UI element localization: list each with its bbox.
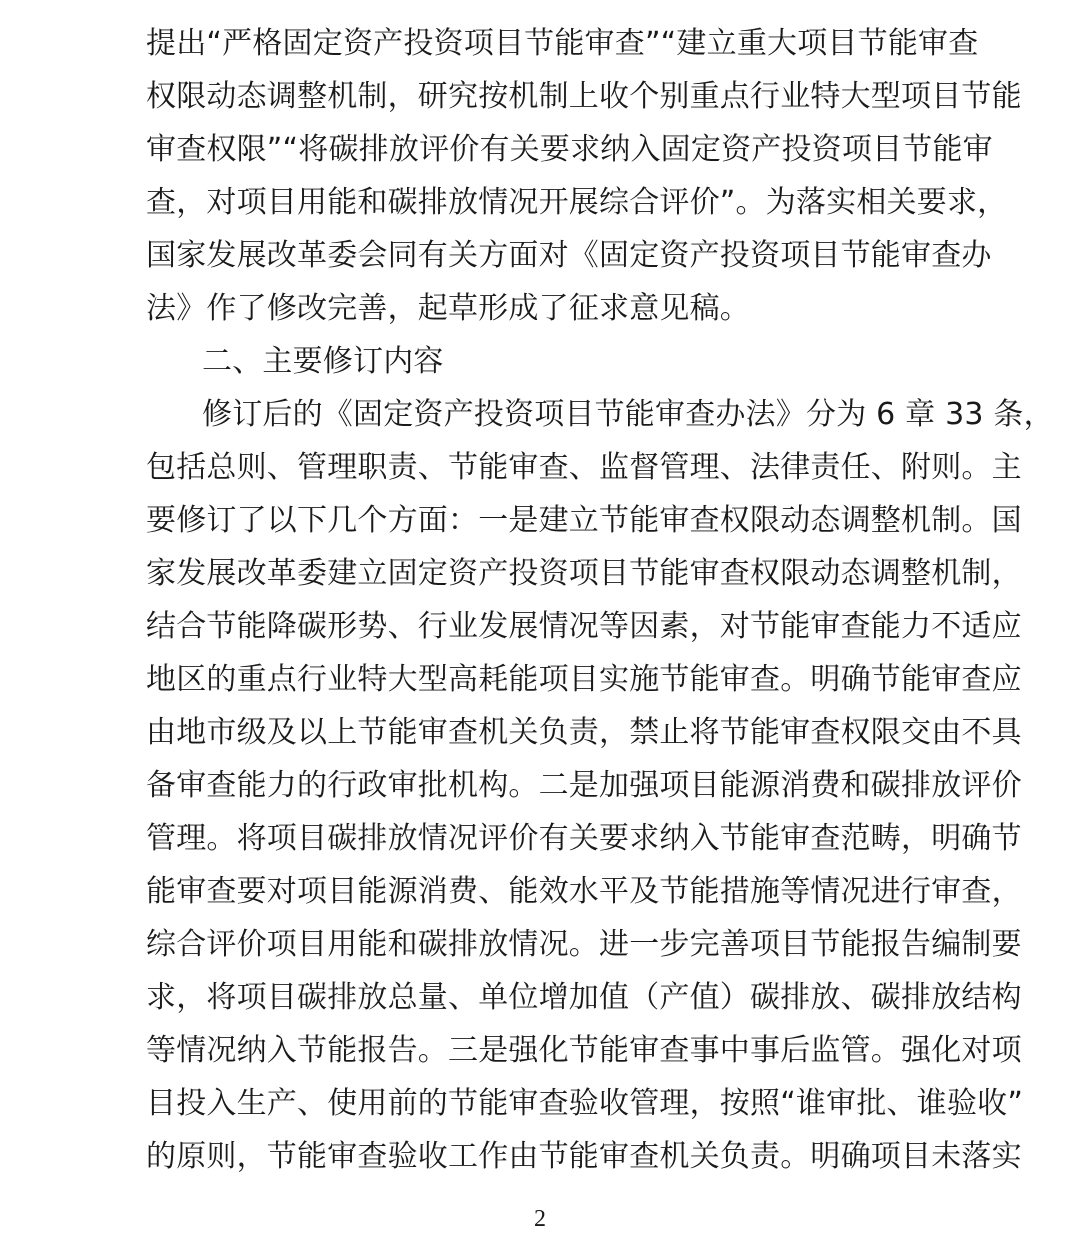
text-line: 的原则，节能审查验收工作由节能审查机关负责。明确项目未落实 [146,1139,1022,1174]
text-line: 修订后的《固定资产投资项目节能审查办法》分为 6 章 33 条， [202,397,1054,432]
text-line: 要修订了以下几个方面：一是建立节能审查权限动态调整机制。国 [146,503,1022,538]
text-line: 地区的重点行业特大型高耗能项目实施节能审查。明确节能审查应 [146,662,1022,697]
text-line: 家发展改革委建立固定资产投资项目节能审查权限动态调整机制， [146,556,1022,591]
text-line: 求，将项目碳排放总量、单位增加值（产值）碳排放、碳排放结构 [146,980,1022,1015]
text-line: 结合节能降碳形势、行业发展情况等因素，对节能审查能力不适应 [146,609,1022,644]
text-line: 目投入生产、使用前的节能审查验收管理，按照“谁审批、谁验收” [146,1086,1024,1121]
section-heading: 二、主要修订内容 [202,344,444,379]
text-line: 包括总则、管理职责、节能审查、监督管理、法律责任、附则。主 [146,450,1022,485]
text-line: 管理。将项目碳排放情况评价有关要求纳入节能审查范畴，明确节 [146,821,1022,856]
text-line: 综合评价项目用能和碳排放情况。进一步完善项目节能报告编制要 [146,927,1022,962]
text-line: 由地市级及以上节能审查机关负责，禁止将节能审查权限交由不具 [146,715,1022,750]
text-line: 提出“严格固定资产投资项目节能审查”“建立重大项目节能审查 [146,26,979,61]
text-line: 等情况纳入节能报告。三是强化节能审查事中事后监管。强化对项 [146,1033,1022,1068]
text-line: 法》作了修改完善，起草形成了征求意见稿。 [146,291,750,326]
text-line: 查，对项目用能和碳排放情况开展综合评价”。为落实相关要求， [146,185,1008,220]
text-line: 审查权限”“将碳排放评价有关要求纳入固定资产投资项目节能审 [146,132,993,167]
text-line: 能审查要对项目能源消费、能效水平及节能措施等情况进行审查， [146,874,1022,909]
text-line: 备审查能力的行政审批机构。二是加强项目能源消费和碳排放评价 [146,768,1022,803]
text-line: 权限动态调整机制，研究按机制上收个别重点行业特大型项目节能 [146,79,1022,114]
page-number: 2 [534,1206,546,1232]
text-line: 国家发展改革委会同有关方面对《固定资产投资项目节能审查办 [146,238,992,273]
